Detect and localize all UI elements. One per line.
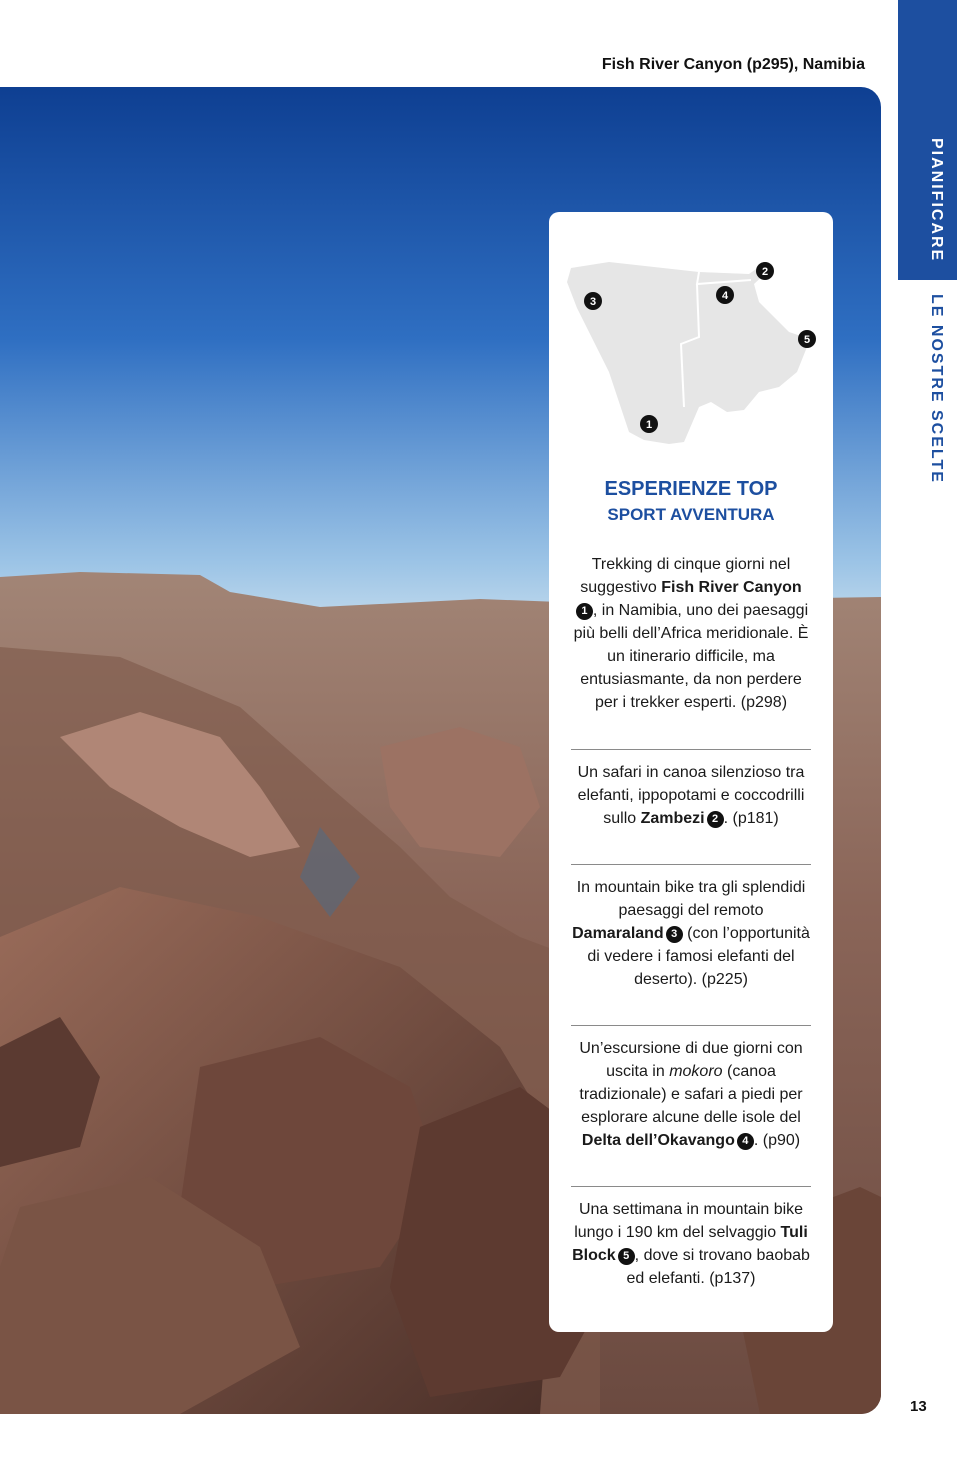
experience-item-5 bbox=[571, 1198, 811, 1290]
card-title: ESPERIENZE TOP bbox=[604, 478, 778, 500]
item-place: Tuli Block bbox=[572, 1224, 808, 1264]
item-place: Damaraland bbox=[572, 925, 664, 942]
item-number-badge: 5 bbox=[618, 1248, 635, 1265]
divider bbox=[571, 1186, 811, 1187]
map-marker-1-label: 1 bbox=[645, 419, 653, 431]
item-place: Zambezi bbox=[640, 810, 705, 827]
experience-item-3 bbox=[571, 876, 811, 991]
divider bbox=[571, 1025, 811, 1026]
photo-caption: Fish River Canyon (p295), Namibia bbox=[601, 56, 865, 73]
side-tab-label: PIANIFICARE bbox=[928, 138, 945, 263]
item-number-badge: 1 bbox=[576, 603, 593, 620]
item-text-end: , in Namibia, uno dei paesaggi più belli dell’Africa meridionale. È un itinerario difficile, ma entusiasmante, da non perdere per i trekker esperti. (p298) bbox=[573, 602, 809, 711]
item-place: Fish River Canyon bbox=[661, 579, 802, 596]
map-outline bbox=[549, 212, 833, 462]
item-text-end: . (p181) bbox=[723, 810, 779, 827]
experiences-card bbox=[549, 212, 833, 1332]
item-text: Trekking di cinque giorni nel suggestivo bbox=[580, 556, 791, 596]
experience-item-4 bbox=[571, 1037, 811, 1152]
item-text-end: , dove si trovano baobab ed elefanti. (p137) bbox=[626, 1247, 810, 1287]
item-number-badge: 2 bbox=[707, 811, 724, 828]
page-number: 13 bbox=[910, 1398, 927, 1415]
item-text-end: . (p90) bbox=[753, 1132, 801, 1149]
item-text: Un safari in canoa silenzioso tra elefanti, ippopotami e coccodrilli sullo bbox=[577, 764, 805, 827]
map-marker-4-label: 4 bbox=[721, 290, 729, 302]
item-text: Una settimana in mountain bike lungo i 190 km del selvaggio bbox=[574, 1201, 804, 1241]
map-marker-2-label: 2 bbox=[761, 266, 769, 278]
map-marker-3-label: 3 bbox=[589, 296, 597, 308]
item-text: Un’escursione di due giorni con uscita in bbox=[579, 1040, 803, 1080]
item-italic: mokoro bbox=[669, 1063, 723, 1080]
item-place: Delta dell’Okavango bbox=[581, 1132, 735, 1149]
item-number-badge: 3 bbox=[666, 926, 683, 943]
item-text-end: (con l’opportunità di vedere i famosi elefanti del deserto). (p225) bbox=[587, 925, 810, 988]
map-marker-5-label: 5 bbox=[803, 334, 811, 346]
card-subtitle: SPORT AVVENTURA bbox=[607, 505, 775, 524]
divider bbox=[571, 864, 811, 865]
experience-item-1 bbox=[571, 553, 811, 714]
item-number-badge: 4 bbox=[737, 1133, 754, 1150]
item-text-mid: (canoa tradizionale) e safari a piedi per esplorare alcune delle isole del bbox=[579, 1063, 803, 1126]
side-section-label: LE NOSTRE SCELTE bbox=[928, 294, 945, 484]
experience-item-2 bbox=[571, 761, 811, 830]
divider bbox=[571, 749, 811, 750]
item-text: In mountain bike tra gli splendidi paesaggi del remoto bbox=[576, 879, 806, 919]
